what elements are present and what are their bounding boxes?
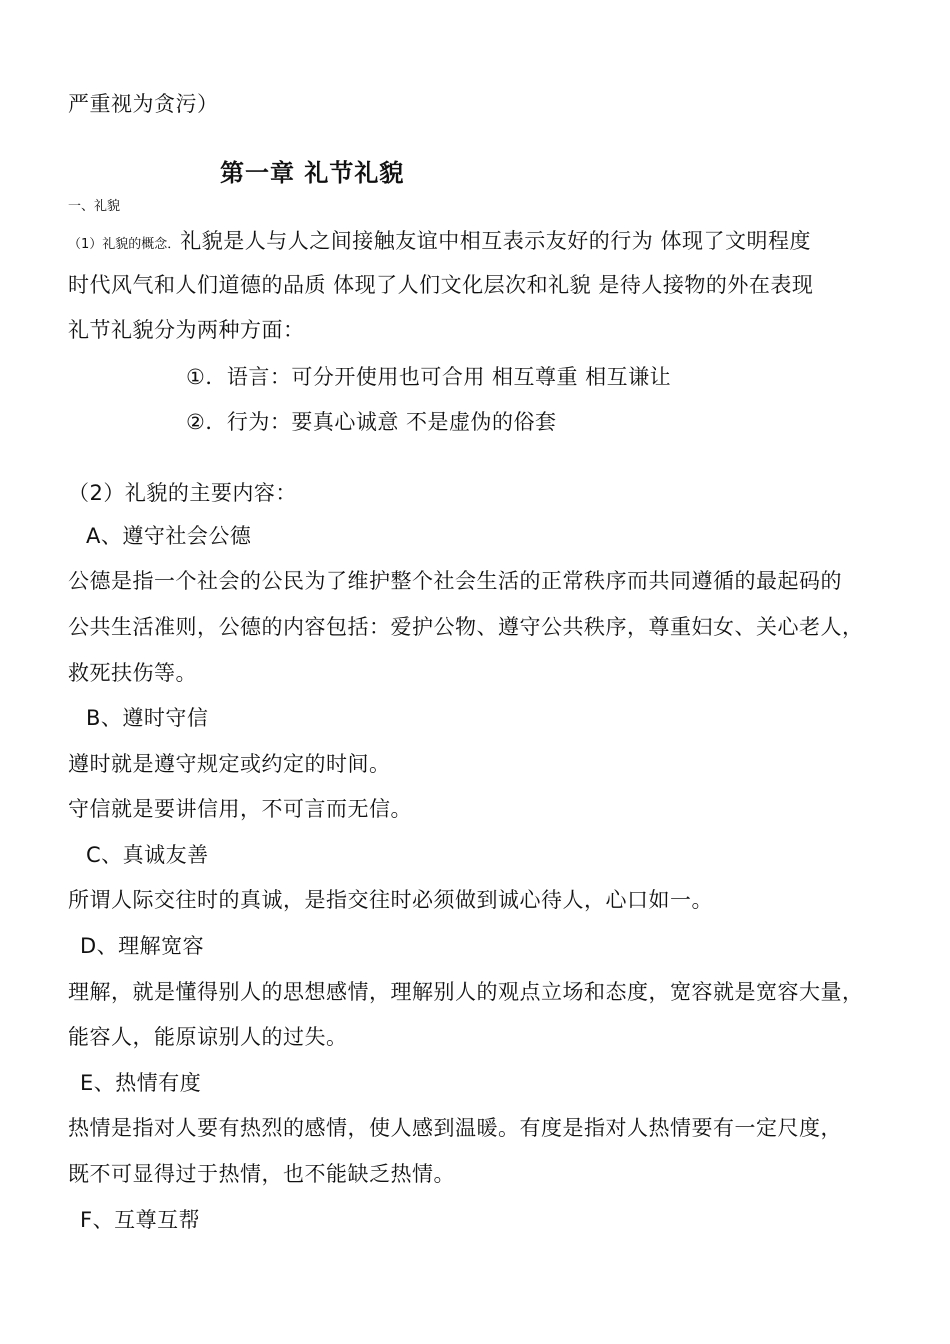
item-e-heading: E、热情有度: [80, 1071, 202, 1095]
concept-paragraph-line-1: [68, 227, 811, 259]
item-d-line-1: 理解，就是懂得别人的思想感情，理解别人的观点立场和态度，宽容就是宽容大量，: [68, 980, 864, 1004]
item-c-line-1: 所谓人际交往时的真诚，是指交往时必须做到诚心待人，心口如一。: [68, 888, 713, 912]
item-e-line-2: 既不可显得过于热情，也不能缺乏热情。: [68, 1162, 455, 1186]
concept-text: 礼貌是人与人之间接触友谊中相互表示友好的行为 体现了文明程度: [180, 229, 811, 253]
section-heading-courtesy: 一、礼貌: [68, 199, 121, 214]
item-b-line-2: 守信就是要讲信用，不可言而无信。: [68, 797, 412, 821]
item-f-heading: F、互尊互帮: [80, 1208, 201, 1232]
previous-page-continuation: 严重视为贪污）: [68, 92, 219, 116]
item-c-heading: C、真诚友善: [86, 843, 209, 867]
chapter-title: 第一章 礼节礼貌: [220, 159, 405, 187]
aspect-language: ①．语言：可分开使用也可合用 相互尊重 相互谦让: [186, 365, 672, 389]
item-a-line-2: 公共生活准则，公德的内容包括：爱护公物、遵守公共秩序，尊重妇女、关心老人，: [68, 615, 864, 639]
main-content-heading: （2）礼貌的主要内容：: [68, 481, 297, 505]
item-b-line-1: 遵时就是遵守规定或约定的时间。: [68, 752, 391, 776]
item-d-line-2: 能容人，能原谅别人的过失。: [68, 1025, 348, 1049]
item-a-heading: A、遵守社会公德: [86, 524, 252, 548]
concept-paragraph-line-2: 时代风气和人们道德的品质 体现了人们文化层次和礼貌 是待人接物的外在表现: [68, 273, 814, 297]
item-a-line-3: 救死扶伤等。: [68, 661, 197, 685]
item-d-heading: D、理解宽容: [80, 934, 205, 958]
aspect-behavior: ②．行为：要真心诚意 不是虚伪的俗套: [186, 410, 557, 434]
item-a-line-1: 公德是指一个社会的公民为了维护整个社会生活的正常秩序而共同遵循的最起码的: [68, 569, 842, 593]
item-b-heading: B、遵时守信: [86, 706, 209, 730]
concept-label: （1）礼貌的概念．: [68, 237, 181, 252]
concept-paragraph-line-3: 礼节礼貌分为两种方面：: [68, 318, 305, 342]
item-e-line-1: 热情是指对人要有热烈的感情，使人感到温暖。有度是指对人热情要有一定尺度，: [68, 1116, 842, 1140]
